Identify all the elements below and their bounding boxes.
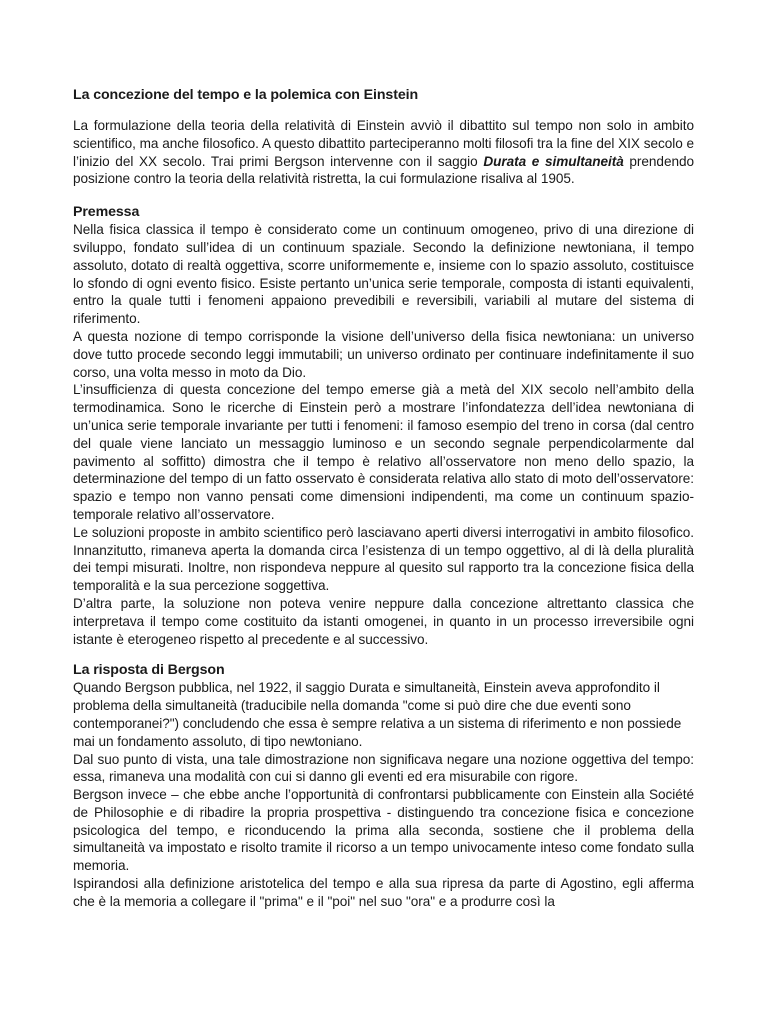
premessa-paragraph-5: D’altra parte, la soluzione non poteva venire neppure dalla concezione altrettanto classica che interpretava il tempo come costituito da istanti omogenei, in quanto in un processo irreversibile ogni istante è eterogeneo rispetto al precedente e al successivo.: [73, 595, 694, 647]
premessa-paragraph-4: Le soluzioni proposte in ambito scientifico però lasciavano aperti diversi interrogativi in ambito filosofico. Innanzitutto, rimaneva aperta la domanda circa l’esistenza di un tempo oggettivo, al di là della pluralità dei tempi misurati. Inoltre, non rispondeva neppure al quesito sul rapporto tra la concezione fisica della temporalità e la sua percezione soggettiva.: [73, 524, 694, 594]
section-heading-bergson: La risposta di Bergson: [73, 662, 225, 679]
document-title: La concezione del tempo e la polemica con Einstein: [73, 87, 419, 103]
section-heading-premessa: Premessa: [73, 204, 140, 221]
book-title: Durata e simultaneità: [483, 153, 624, 169]
bergson-paragraph-3: Bergson invece – che ebbe anche l’opportunità di confrontarsi pubblicamente con Einstein alla Société de Philosophie e di ribadire la propria prospettiva - distinguendo tra concezione fisica e concezione psicologica del tempo, e riconducendo la prima alla seconda, sostiene che il problema della simultaneità va impostato e risolto tramite il ricorso a un tempo univocamente inteso come fondato sulla memoria.: [73, 787, 694, 874]
intro-paragraph: [73, 117, 694, 188]
intro-text-end: prendendo posizione contro la teoria della relatività ristretta, la cui formulazione risaliva al 1905.: [73, 153, 694, 187]
bergson-paragraph-4: Ispirandosi alla definizione aristotelica del tempo e alla sua ripresa da parte di Agostino, egli afferma che è la memoria a collegare il "prima" e il "poi" nel suo "ora" e a produrre così la: [73, 876, 694, 909]
bergson-paragraph-1: Quando Bergson pubblica, nel 1922, il saggio Durata e simultaneità, Einstein aveva approfondito il problema della simultaneità (traducibile nella domanda "come si può dire che due eventi sono contemporanei?") concludendo che essa è sempre relativa a un sistema di riferimento e non possiede mai un fondamento assoluto, di tipo newtoniano.: [73, 680, 682, 749]
document-body: [73, 86, 694, 911]
intro-text-start: La formulazione della teoria della relatività di Einstein avviò il dibattito sul tempo non solo in ambito scientifico, ma anche filosofico. A questo dibattito parteciperanno molti filosofi tra la fine del XIX secolo e l’inizio del XX secolo. Trai primi Bergson intervenne con il saggio: [73, 118, 694, 169]
spacer: [73, 648, 694, 661]
premessa-paragraph-2: A questa nozione di tempo corrisponde la visione dell’universo della fisica newtoniana: un universo dove tutto procede secondo leggi immutabili; un universo ordinato per continuare indefinitamente il suo corso, una volta messo in moto da Dio.: [73, 328, 694, 380]
premessa-paragraph-1: Nella fisica classica il tempo è considerato come un continuum omogeneo, privo di una direzione di sviluppo, fondato sull’idea di un continuum spaziale. Secondo la definizione newtoniana, il tempo assoluto, dotato di realtà oggettiva, scorre uniformemente e, insieme con lo spazio assoluto, costituisce lo sfondo di ogni evento fisico. Esiste pertanto un’unica serie temporale, composta di istanti equivalenti, entro la quale tutti i fenomeni appaiono prevedibili e reversibili, variabili al mutare del sistema di riferimento.: [73, 222, 694, 327]
premessa-paragraph-3: L’insufficienza di questa concezione del tempo emerse già a metà del XIX secolo nell’ambito della termodinamica. Sono le ricerche di Einstein però a mostrare l’infondatezza dell’idea newtoniana di un’unica serie temporale invariante per tutti i fenomeni: il famoso esempio del treno in corsa (dal centro del quale viene lanciato un messaggio luminoso e un secondo segnale perpendicolarmente dal pavimento al soffitto) dimostra che il tempo è relativo all’osservatore non meno dello spazio, la determinazione del tempo di un fatto osservato è considerata relativa allo stato di moto dell’osservatore: spazio e tempo non vanno pensati come dimensioni indipendenti, ma come un continuum spazio-temporale relativo all’osservatore.: [73, 382, 694, 522]
bergson-paragraph-2: Dal suo punto di vista, una tale dimostrazione non significava negare una nozione oggettiva del tempo: essa, rimaneva una modalità con cui si danno gli eventi ed era misurabile con rigore.: [73, 751, 694, 785]
spacer: [73, 188, 694, 203]
